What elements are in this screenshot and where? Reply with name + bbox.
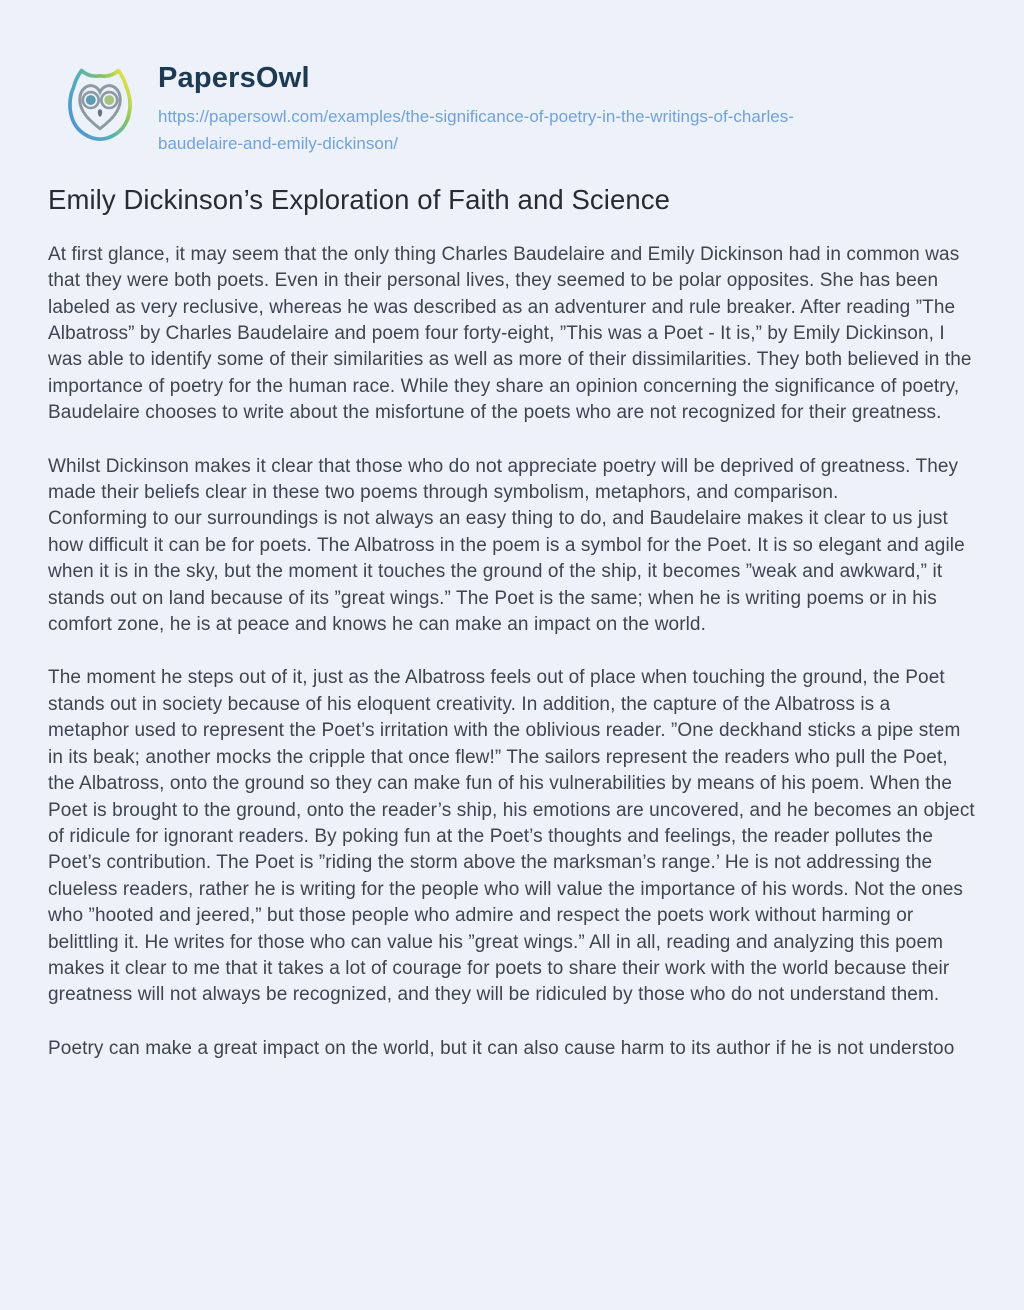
site-header (48, 60, 976, 157)
source-url[interactable] (158, 103, 794, 157)
paragraph: Conforming to our surroundings is not always an easy thing to do, and Baudelaire makes it clear to us just how difficult it can be for poets. The Albatross in the poem is a symbol for the Poet. It is so elegant and agile when it is in the sky, but the moment it touches the ground of the ship, it becomes ”weak and awkward,” it stands out on land because of its ”great wings.” The Poet is the same; when he is writing poems or in his comfort zone, he is at peace and knows he can make an impact on the world. (48, 508, 965, 636)
owl-beak (98, 109, 102, 116)
paragraph: Poetry can make a great impact on the world, but it can also cause harm to its author if he is not understoo (48, 1037, 955, 1059)
source-url-line2: baudelaire-and-emily-dickinson/ (158, 133, 399, 153)
paragraph: At first glance, it may seem that the only thing Charles Baudelaire and Emily Dickinson had in common was that they were both poets. Even in their personal lives, they seemed to be polar opposites. She has been labeled as very reclusive, whereas he was described as an adventurer and rule breaker. After reading ”The Albatross” by Charles Baudelaire and poem four forty-eight, ”This was a Poet - It is,” by Emily Dickinson, I was able to identify some of their similarities as well as more of their dissimilarities. They both believed in the importance of poetry for the human race. While they share an opinion concerning the significance of poetry, Baudelaire chooses to write about the misfortune of the poets who are not recognized for their greatness. (48, 243, 972, 424)
page-title: Emily Dickinson’s Exploration of Faith and Science (48, 183, 671, 215)
paragraph: The moment he steps out of it, just as the Albatross feels out of place when touching the ground, the Poet stands out in society because of his eloquent creativity. In addition, the capture of the Albatross is a metaphor used to represent the Poet’s irritation with the oblivious reader. ”One deckhand sticks a pipe stem in its beak; another mocks the cripple that once flew!” The sailors represent the readers who pull the Poet, the Albatross, onto the ground so they can make fun of his vulnerabilities by means of his poem. When the Poet is brought to the ground, onto the reader’s ship, his emotions are uncovered, and he becomes an object of ridicule for ignorant readers. By poking fun at the Poet’s thoughts and feelings, the reader pollutes the Poet’s contribution. The Poet is ”riding the storm above the marksman’s range.’ He is not addressing the clueless readers, rather he is writing for the people who will value the importance of his words. Not the ones who ”hooted and jeered,” but those people who admire and respect the poets work without harming or belittling it. He writes for those who can value his ”great wings.” All in all, reading and analyzing this poem makes it clear to me that it takes a lot of courage for poets to share their work with the world because their greatness will not always be recognized, and they will be ridiculed by those who do not understand them. (48, 667, 975, 1006)
papersowl-owl-logo-icon (56, 60, 144, 148)
owl-left-eye (86, 95, 96, 105)
source-url-line1: https://papersowl.com/examples/the-significance-of-poetry-in-the-writings-of-charles- (158, 106, 794, 126)
brand-name: PapersOwl (158, 62, 310, 94)
owl-right-eye (104, 95, 114, 105)
paragraph: Whilst Dickinson makes it clear that those who do not appreciate poetry will be deprived of greatness. They made their beliefs clear in these two poems through symbolism, metaphors, and comparison. (48, 455, 959, 504)
header-text (158, 60, 794, 157)
article-body (48, 242, 976, 1062)
